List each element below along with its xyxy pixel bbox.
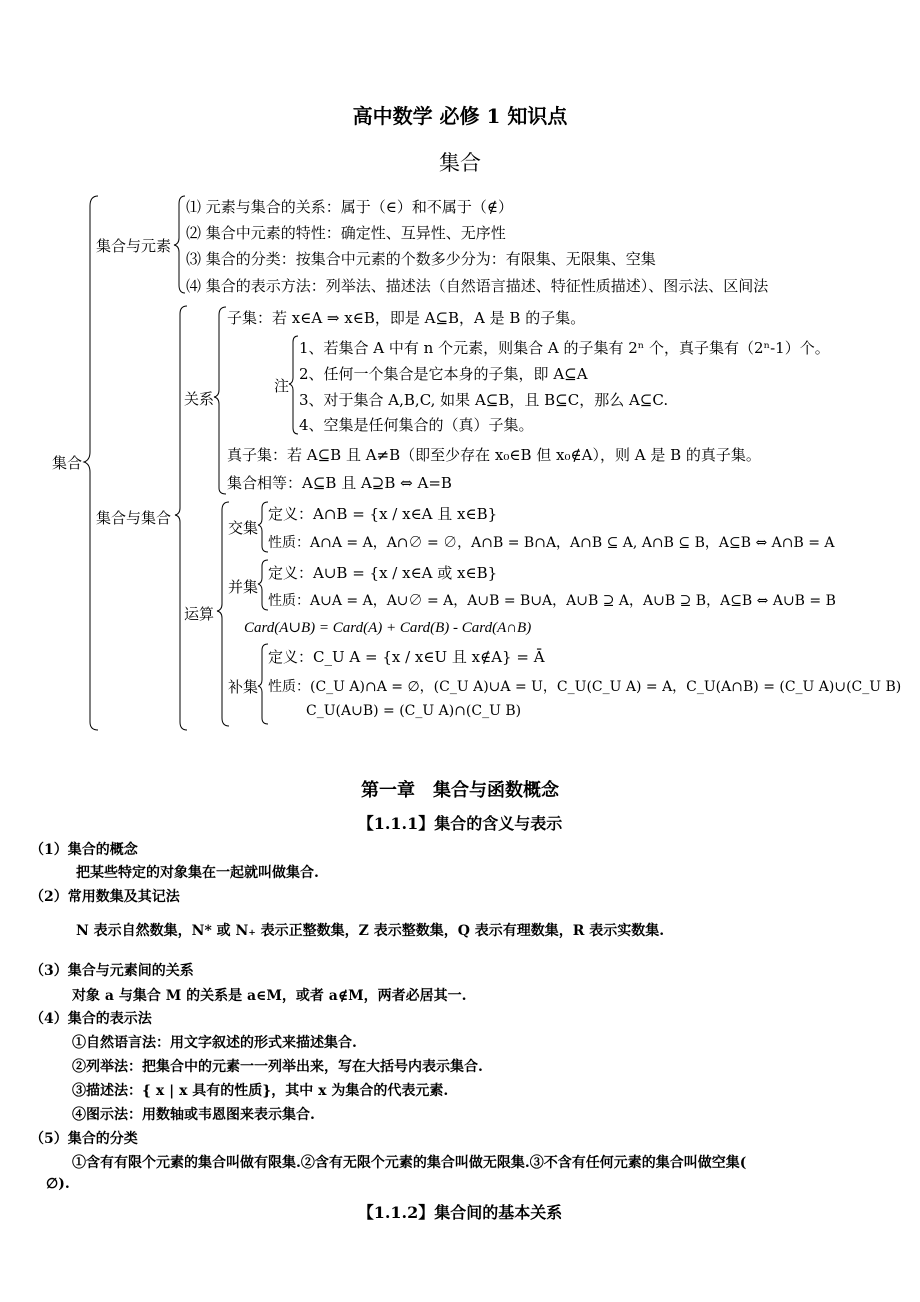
page-subtitle: 集合 — [439, 151, 481, 175]
intersection-brace — [258, 502, 268, 552]
group2-label: 集合与集合 — [96, 509, 172, 527]
point-3-line-1: 对象 a 与集合 M 的关系是 a∈M，或者 a∉M，两者必居其一. — [72, 988, 467, 1004]
union-brace — [258, 560, 268, 610]
point-3-heading: （3）集合与元素间的关系 — [30, 963, 194, 979]
intersection-prop: 性质：A∩A = A，A∩∅ = ∅，A∩B = B∩A，A∩B ⊆ A, A∩B ⊆ B，A⊆B ⇔ A∩B = A — [268, 535, 835, 551]
card-line: Card(A∪B) = Card(A) + Card(B) - Card(A∩B) — [244, 620, 532, 636]
root-label: 集合 — [52, 454, 83, 472]
operation-label: 运算 — [184, 605, 215, 623]
relation-brace — [214, 307, 226, 494]
page-title: 高中数学 必修 1 知识点 — [352, 104, 568, 128]
note-3: 3、对于集合 A,B,C, 如果 A⊆B，且 B⊆C，那么 A⊆C. — [299, 391, 669, 409]
group1-item-3: ⑶ 集合的分类：按集合中元素的个数多少分为：有限集、无限集、空集 — [186, 250, 656, 268]
point-4-line-3: ③描述法：{ x | x 具有的性质}，其中 x 为集合的代表元素. — [72, 1083, 449, 1099]
subset-line: 子集：若 x∈A ⇒ x∈B，即是 A⊆B，A 是 B 的子集。 — [227, 309, 586, 327]
relation-label: 关系 — [184, 390, 215, 408]
point-5-line-2: ∅). — [46, 1176, 70, 1192]
point-4-line-1: ①自然语言法：用文字叙述的形式来描述集合. — [72, 1035, 357, 1051]
section-1-title: 【1.1.1】集合的含义与表示 — [357, 814, 563, 833]
group1-item-2: ⑵ 集合中元素的特性：确定性、互异性、无序性 — [186, 224, 506, 242]
intersection-def: 定义：A∩B = {x / x∈A 且 x∈B} — [268, 505, 498, 523]
group1-item-1: ⑴ 元素与集合的关系：属于（∈）和不属于（∉） — [186, 198, 513, 216]
complement-def: 定义：C_U A = {x / x∈U 且 x∉A} = Ā — [268, 648, 545, 666]
union-prop: 性质：A∪A = A，A∪∅ = A，A∪B = B∪A，A∪B ⊇ A，A∪B ⊇ B，A⊆B ⇔ A∪B = B — [268, 593, 836, 609]
note-4: 4、空集是任何集合的（真）子集。 — [299, 416, 534, 434]
point-1-line-1: 把某些特定的对象集在一起就叫做集合. — [76, 865, 319, 881]
point-4-line-4: ④图示法：用数轴或韦恩图来表示集合. — [72, 1107, 315, 1123]
point-2-line-1: N 表示自然数集，N* 或 N₊ 表示正整数集，Z 表示整数集，Q 表示有理数集，R 表示实数集. — [76, 923, 665, 939]
complement-prop-2: C_U(A∪B) = (C_U A)∩(C_U B) — [306, 703, 522, 719]
group2-brace — [175, 306, 187, 730]
group1-item-4: ⑷ 集合的表示方法：列举法、描述法（自然语言描述、特征性质描述）、图示法、区间法 — [186, 277, 769, 295]
equal-line: 集合相等：A⊆B 且 A⊇B ⇔ A=B — [227, 474, 452, 492]
union-label: 并集 — [228, 578, 259, 596]
group1-label: 集合与元素 — [96, 237, 172, 255]
complement-brace — [258, 644, 268, 724]
point-2-heading: （2）常用数集及其记法 — [30, 889, 180, 905]
note-brace — [289, 336, 298, 434]
complement-label: 补集 — [228, 678, 259, 696]
point-5-line-1: ①含有有限个元素的集合叫做有限集.②含有无限个元素的集合叫做无限集.③不含有任何元素的集合叫做空集( — [72, 1155, 747, 1171]
section-2-title: 【1.1.2】集合间的基本关系 — [357, 1203, 563, 1222]
proper-subset-line: 真子集：若 A⊆B 且 A≠B（即至少存在 x₀∈B 但 x₀∉A），则 A 是 B 的真子集。 — [227, 446, 761, 464]
point-4-line-2: ②列举法：把集合中的元素一一列举出来，写在大括号内表示集合. — [72, 1059, 483, 1075]
union-def: 定义：A∪B = {x / x∈A 或 x∈B} — [268, 564, 498, 582]
root-brace — [84, 196, 98, 730]
point-1-heading: （1）集合的概念 — [30, 842, 138, 858]
group1-brace — [174, 196, 185, 293]
intersection-label: 交集 — [228, 519, 259, 537]
point-5-heading: （5）集合的分类 — [30, 1131, 138, 1147]
complement-prop: 性质：(C_U A)∩A = ∅，(C_U A)∪A = U，C_U(C_U A) = A，C_U(A∩B) = (C_U A)∪(C_U B) — [268, 679, 902, 695]
note-2: 2、任何一个集合是它本身的子集，即 A⊆A — [299, 365, 588, 383]
point-4-heading: （4）集合的表示法 — [30, 1011, 152, 1027]
note-1: 1、若集合 A 中有 n 个元素，则集合 A 的子集有 2ⁿ 个，真子集有（2ⁿ-1）个。 — [299, 339, 830, 357]
chapter-title: 第一章 集合与函数概念 — [361, 780, 559, 801]
note-label: 注 — [274, 377, 290, 395]
